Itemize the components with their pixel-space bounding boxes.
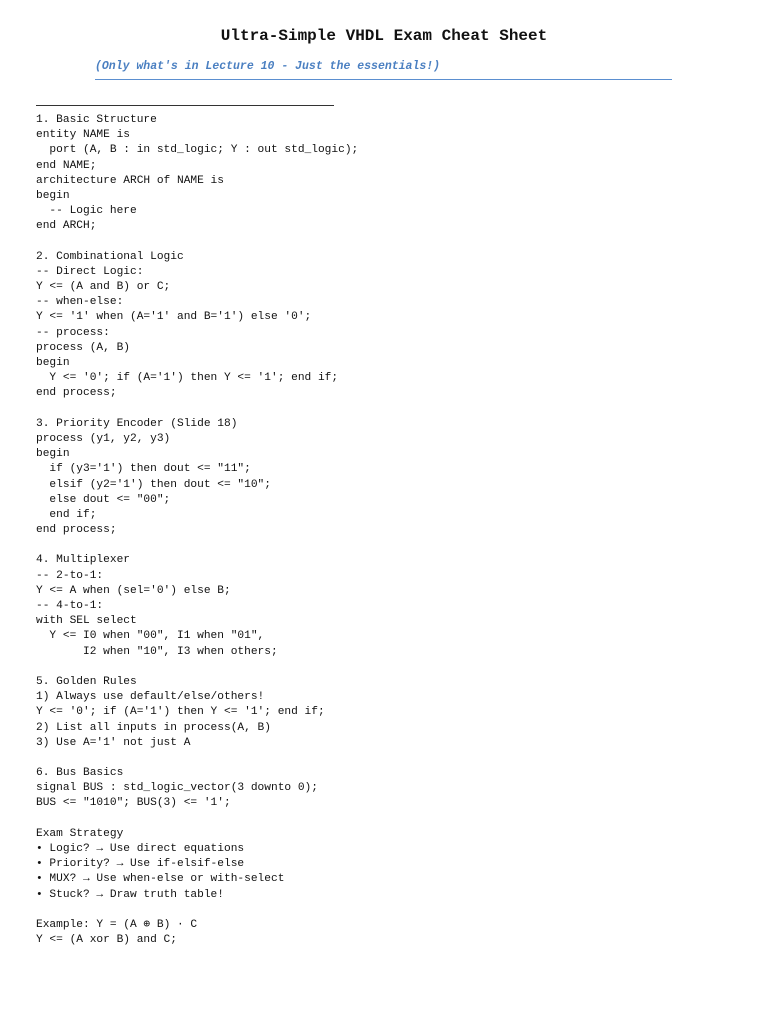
text-line: Example: Y = (A ⊕ B) · C <box>36 918 198 931</box>
text-line: begin <box>36 189 70 202</box>
text-line: • Stuck? → Draw truth table! <box>36 888 224 901</box>
text-line: else dout <= "00"; <box>36 493 171 506</box>
text-line: Y <= I0 when "00", I1 when "01", <box>36 630 265 643</box>
blank-line <box>36 538 736 553</box>
blank-line <box>36 402 736 417</box>
text-line: Y <= '1' when (A='1' and B='1') else '0'; <box>36 311 312 324</box>
text-line: -- process: <box>36 326 110 339</box>
text-line: Y <= (A and B) or C; <box>36 281 171 294</box>
text-line: 4. Multiplexer <box>36 554 130 567</box>
text-line: process (A, B) <box>36 341 130 354</box>
text-line: Y <= A when (sel='0') else B; <box>36 584 231 597</box>
text-line: if (y3='1') then dout <= "11"; <box>36 463 251 476</box>
text-line: end ARCH; <box>36 220 97 233</box>
text-line: port (A, B : in std_logic; Y : out std_logic); <box>36 144 359 157</box>
blank-line <box>36 751 736 766</box>
text-line: elsif (y2='1') then dout <= "10"; <box>36 478 271 491</box>
blank-line <box>36 903 736 918</box>
text-line: Y <= '0'; if (A='1') then Y <= '1'; end if; <box>36 372 339 385</box>
text-line: 1. Basic Structure <box>36 114 157 126</box>
blank-line <box>36 812 736 827</box>
section-divider <box>36 105 334 106</box>
text-line: architecture ARCH of NAME is <box>36 174 224 187</box>
text-line: with SEL select <box>36 615 137 628</box>
text-line: begin <box>36 357 70 369</box>
text-line: I2 when "10", I3 when others; <box>36 645 278 658</box>
text-line: 6. Bus Basics <box>36 767 124 780</box>
text-line: end NAME; <box>36 159 97 172</box>
cheat-sheet-body <box>36 113 736 948</box>
text-line: -- Direct Logic: <box>36 265 144 278</box>
blank-line <box>36 235 736 250</box>
text-line: • Logic? → Use direct equations <box>36 843 245 855</box>
text-line: 3. Priority Encoder (Slide 18) <box>36 417 238 430</box>
text-line: 2) List all inputs in process(A, B) <box>36 721 271 734</box>
text-line: end if; <box>36 508 97 521</box>
text-line: 2. Combinational Logic <box>36 250 184 263</box>
text-line: -- when-else: <box>36 296 124 309</box>
text-line: • Priority? → Use if-elsif-else <box>36 858 245 871</box>
text-line: BUS <= "1010"; BUS(3) <= '1'; <box>36 797 231 810</box>
text-line: • MUX? → Use when-else or with-select <box>36 873 285 886</box>
document-subtitle: (Only what's in Lecture 10 - Just the essentials!) <box>95 58 672 80</box>
text-line: signal BUS : std_logic_vector(3 downto 0); <box>36 782 318 795</box>
text-line: -- 4-to-1: <box>36 600 104 612</box>
text-line: process (y1, y2, y3) <box>36 432 171 445</box>
text-line: Y <= '0'; if (A='1') then Y <= '1'; end if; <box>36 706 325 719</box>
text-line: 3) Use A='1' not just A <box>36 736 191 749</box>
text-line: end process; <box>36 387 117 400</box>
text-line: Exam Strategy <box>36 827 124 840</box>
text-line: 5. Golden Rules <box>36 675 137 688</box>
text-line: 1) Always use default/else/others! <box>36 691 265 704</box>
text-line: begin <box>36 448 70 461</box>
text-line: -- Logic here <box>36 205 137 218</box>
blank-line <box>36 660 736 675</box>
text-line: end process; <box>36 524 117 537</box>
text-line: Y <= (A xor B) and C; <box>36 934 177 947</box>
text-line: -- 2-to-1: <box>36 569 104 582</box>
text-line: entity NAME is <box>36 129 130 142</box>
document-title: Ultra-Simple VHDL Exam Cheat Sheet <box>220 27 548 45</box>
